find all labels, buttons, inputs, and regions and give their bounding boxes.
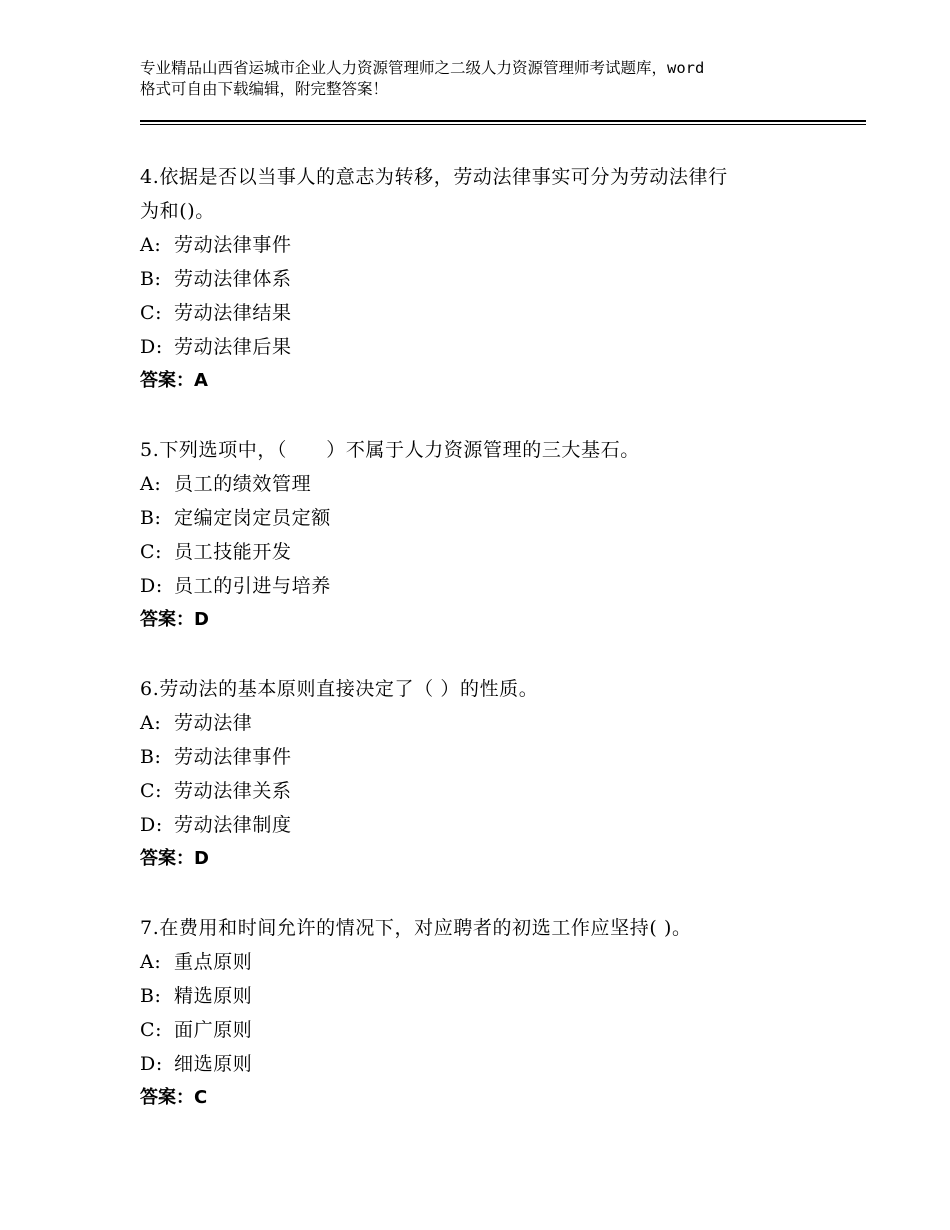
answer-line: 答案：D [140, 609, 209, 630]
option-letter: C: [140, 1019, 163, 1041]
question-4 [140, 160, 820, 398]
option-d [140, 808, 820, 842]
option-letter: D: [140, 1053, 163, 1075]
header-line-1: 专业精品山西省运城市企业人力资源管理师之二级人力资源管理师考试题库，word [140, 59, 705, 77]
option-letter: C: [140, 541, 163, 563]
option-letter: B: [140, 268, 162, 290]
option-letter: A: [140, 234, 162, 256]
question-stem: 7.在费用和时间允许的情况下，对应聘者的初选工作应坚持( )。 [140, 917, 692, 939]
option-text: 劳动法律结果 [174, 302, 292, 324]
option-letter: A: [140, 473, 162, 495]
option-letter: D: [140, 575, 163, 597]
option-letter: A: [140, 951, 162, 973]
option-text: 面广原则 [174, 1019, 253, 1041]
option-c [140, 535, 820, 569]
question-5 [140, 433, 820, 637]
question-7 [140, 911, 820, 1115]
option-letter: C: [140, 302, 163, 324]
option-text: 细选原则 [174, 1053, 253, 1075]
option-a [140, 228, 820, 262]
option-d [140, 569, 820, 603]
header-divider-thick [140, 120, 866, 122]
question-stem: 6.劳动法的基本原则直接决定了（ ）的性质。 [140, 678, 539, 700]
answer-line: 答案：C [140, 1087, 208, 1108]
option-letter: D: [140, 814, 163, 836]
option-d [140, 330, 820, 364]
option-letter: B: [140, 746, 162, 768]
answer-line: 答案：A [140, 370, 208, 391]
option-text: 重点原则 [174, 951, 253, 973]
option-text: 劳动法律 [174, 712, 253, 734]
option-text: 员工的绩效管理 [174, 473, 312, 495]
option-b [140, 740, 820, 774]
option-text: 劳动法律事件 [174, 234, 292, 256]
option-letter: A: [140, 712, 162, 734]
option-b [140, 501, 820, 535]
option-letter: B: [140, 507, 162, 529]
option-letter: B: [140, 985, 162, 1007]
question-6 [140, 672, 820, 876]
option-text: 定编定岗定员定额 [174, 507, 331, 529]
option-b [140, 979, 820, 1013]
option-text: 员工的引进与培养 [174, 575, 331, 597]
option-text: 精选原则 [174, 985, 253, 1007]
question-stem: 4.依据是否以当事人的意志为转移，劳动法律事实可分为劳动法律行 [140, 166, 728, 188]
option-text: 劳动法律关系 [174, 780, 292, 802]
question-stem: 为和()。 [140, 200, 215, 222]
option-letter: C: [140, 780, 163, 802]
option-text: 劳动法律制度 [174, 814, 292, 836]
answer-line: 答案：D [140, 848, 209, 869]
option-text: 劳动法律事件 [174, 746, 292, 768]
option-text: 劳动法律体系 [174, 268, 292, 290]
option-a [140, 706, 820, 740]
option-letter: D: [140, 336, 163, 358]
header-divider-thin [140, 124, 866, 125]
option-text: 员工技能开发 [174, 541, 292, 563]
option-c [140, 1013, 820, 1047]
document-header [140, 58, 850, 100]
option-b [140, 262, 820, 296]
header-line-2: 格式可自由下载编辑，附完整答案！ [140, 80, 389, 98]
option-a [140, 467, 820, 501]
option-c [140, 296, 820, 330]
option-a [140, 945, 820, 979]
option-text: 劳动法律后果 [174, 336, 292, 358]
question-stem: 5.下列选项中，（ ）不属于人力资源管理的三大基石。 [140, 439, 640, 461]
option-c [140, 774, 820, 808]
option-d [140, 1047, 820, 1081]
